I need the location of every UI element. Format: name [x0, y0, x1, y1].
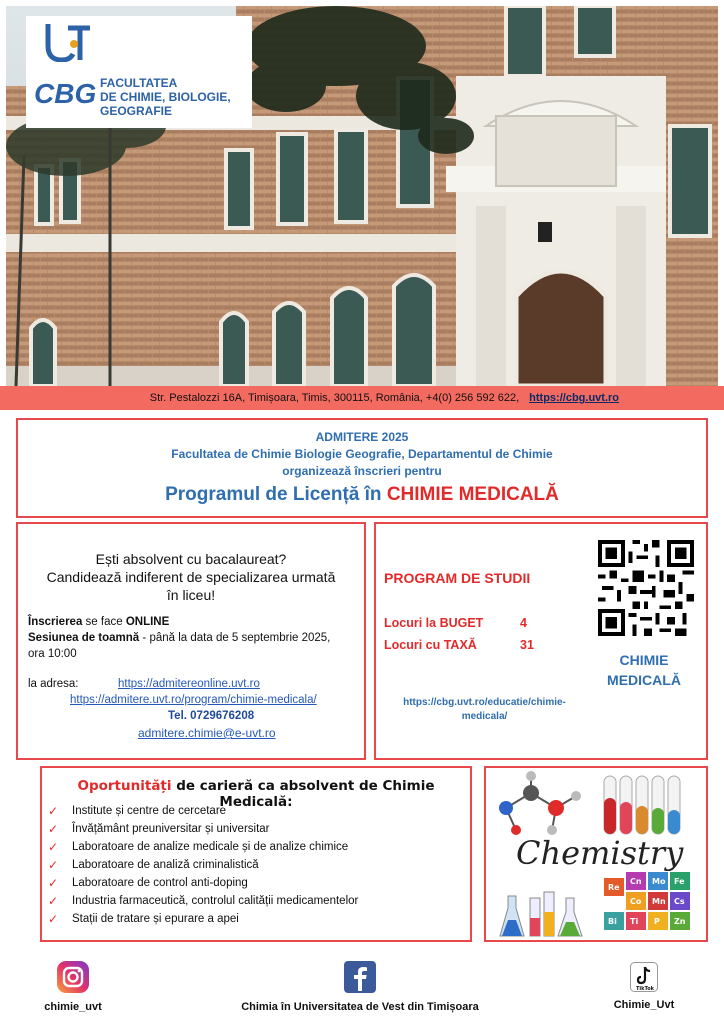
element-tile: Cn	[630, 877, 642, 886]
address-text: Str. Pestalozzi 16A, Timișoara, Timis, 300115, România, +4(0) 256 592 622,	[149, 392, 520, 404]
checkmark-icon: ✓	[48, 876, 59, 890]
element-tile: Co	[630, 897, 642, 906]
logo-faculty-name: FACULTATEA DE CHIMIE, BIOLOGIE, GEOGRAFIE	[100, 76, 231, 118]
faculty-website-link[interactable]: https://cbg.uvt.ro	[529, 392, 619, 404]
element-tile: Mo	[652, 877, 666, 886]
uvt-logo-mark	[44, 22, 92, 62]
program-title: Programul de Licență în CHIMIE MEDICALĂ	[165, 484, 559, 505]
facebook-block[interactable]	[220, 960, 500, 1013]
element-tile: Mn	[652, 897, 666, 906]
building-photo	[6, 6, 718, 386]
element-tile: Ti	[630, 917, 639, 926]
email-link[interactable]: admitere.chimie@e-uvt.ro	[138, 726, 276, 740]
admission-info-box	[16, 522, 366, 760]
career-title: Oportunități de carieră ca absolvent de Chimie Medicală:	[77, 778, 435, 810]
career-item: ✓ Industria farmaceutică, controlul calității medicamentelor	[48, 894, 359, 908]
program-url[interactable]: https://cbg.uvt.ro/educatie/chimie- medicala/	[403, 697, 566, 722]
career-opportunities	[40, 766, 472, 942]
career-list	[48, 802, 358, 928]
tiktok-badge: TikTok	[636, 986, 654, 992]
career-item: ✓ Învățământ preuniversitar și universitar	[48, 822, 270, 836]
career-item: ✓ Institute și centre de cercetare	[48, 804, 227, 818]
element-tile: Bi	[608, 917, 617, 926]
career-item: ✓ Stații de tratare și epurare a apei	[48, 912, 239, 926]
study-program-box	[374, 522, 708, 760]
element-tile: Fe	[674, 877, 685, 886]
program-section-title: PROGRAM DE STUDII	[384, 570, 531, 586]
career-item: ✓ Laboratoare de analiză criminalistică	[48, 858, 259, 872]
career-item: ✓ Laboratoare de control anti-doping	[48, 876, 248, 890]
checkmark-icon: ✓	[48, 894, 59, 908]
element-tile: P	[654, 917, 660, 926]
chemistry-artwork	[486, 768, 706, 940]
logo-cbg-text: CBG	[34, 78, 97, 109]
element-tile: Cs	[674, 897, 685, 906]
checkmark-icon: ✓	[48, 840, 59, 854]
faculty-logo	[26, 16, 252, 128]
checkmark-icon: ✓	[48, 822, 59, 836]
tiktok-icon[interactable]	[630, 962, 658, 992]
facebook-icon[interactable]	[343, 960, 377, 994]
element-tile: Zn	[674, 917, 686, 926]
chemistry-word: Chemistry	[516, 834, 684, 872]
checkmark-icon: ✓	[48, 804, 59, 818]
bacalaureat-question: Ești absolvent cu bacalaureat? Candidează indiferent de specializarea urmată în liceu!	[46, 551, 336, 603]
checkmark-icon: ✓	[48, 912, 59, 926]
tiktok-handle[interactable]: Chimie_Uvt	[613, 999, 675, 1011]
element-tile: Re	[608, 883, 620, 892]
admitere-online-link[interactable]: https://admitereonline.uvt.ro	[118, 678, 260, 690]
instagram-handle[interactable]: chimie_uvt	[44, 1001, 102, 1013]
program-page-link[interactable]: https://admitere.uvt.ro/program/chimie-medicala/	[70, 694, 317, 706]
tax-seats: Locuri cu TAXĂ 31	[384, 638, 534, 652]
budget-seats: Locuri la BUGET 4	[384, 616, 527, 630]
faculty-department: Facultatea de Chimie Biologie Geografie, Departamentul de Chimie	[171, 447, 553, 461]
facebook-page-name[interactable]: Chimia în Universitatea de Vest din Timișoara	[241, 1001, 479, 1013]
instagram-icon[interactable]	[56, 960, 90, 994]
career-item: ✓ Laboratoare de analize medicale și de analize chimice	[48, 840, 349, 854]
program-name: CHIMIE MEDICALĂ	[607, 652, 681, 688]
address-label: la adresa:	[28, 678, 79, 690]
instagram-block[interactable]	[28, 960, 118, 1013]
admission-year: ADMITERE 2025	[315, 430, 409, 444]
qr-code[interactable]	[598, 540, 694, 636]
organizes-text: organizează înscrieri pentru	[282, 464, 442, 478]
checkmark-icon: ✓	[48, 858, 59, 872]
chemistry-illustration	[484, 766, 708, 942]
address-bar	[0, 386, 724, 410]
phone-number: Tel. 0729676208	[168, 710, 255, 722]
tiktok-block[interactable]	[604, 962, 684, 1011]
registration-details: Înscrierea se face ONLINE Sesiunea de toamnă - până la data de 5 septembrie 2025, ora 10:00	[28, 616, 331, 660]
admission-header	[16, 418, 708, 518]
